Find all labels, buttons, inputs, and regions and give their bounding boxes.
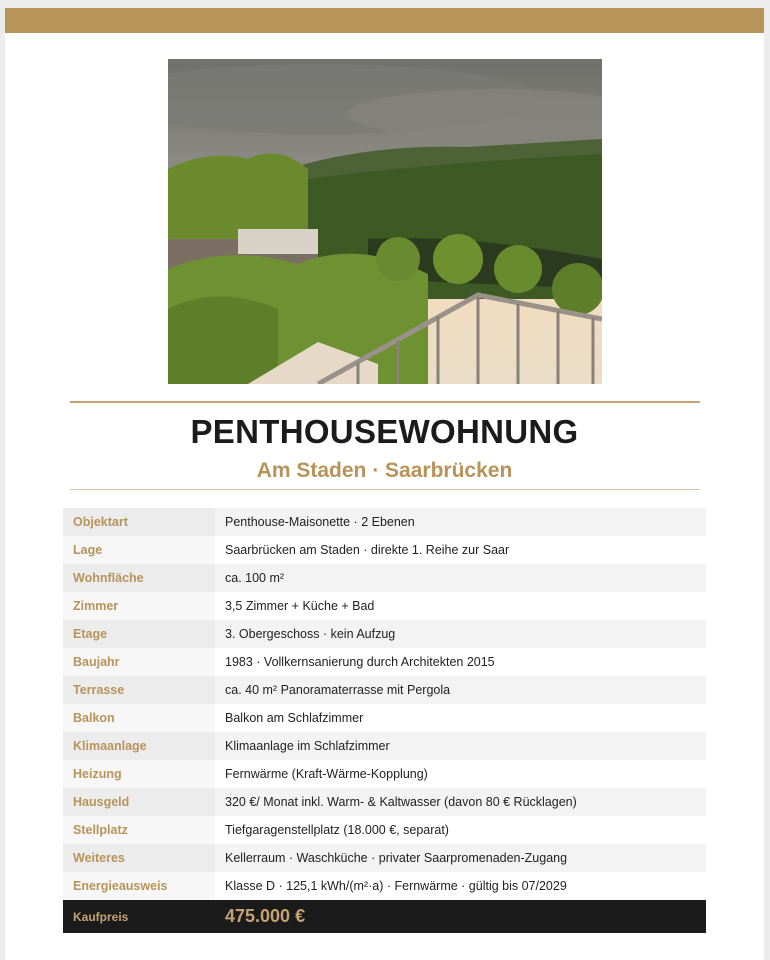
price-row	[63, 900, 706, 933]
detail-label: Stellplatz	[63, 816, 215, 844]
detail-row-lage	[63, 536, 706, 564]
detail-row-terrasse	[63, 676, 706, 704]
detail-value: 1983 · Vollkernsanierung durch Architekten 2015	[215, 648, 706, 676]
expose-page	[5, 8, 764, 960]
detail-row-objektart	[63, 508, 706, 536]
property-photo	[168, 59, 602, 384]
divider-bottom	[70, 489, 700, 490]
page-title: PENTHOUSEWOHNUNG	[190, 413, 579, 450]
detail-label: Hausgeld	[63, 788, 215, 816]
details-table	[63, 508, 706, 933]
detail-value: 320 €/ Monat inkl. Warm- & Kaltwasser (davon 80 € Rücklagen)	[215, 788, 706, 816]
location-subtitle: Am Staden · Saarbrücken	[256, 459, 513, 482]
detail-label: Energieausweis	[63, 872, 215, 900]
detail-row-klimaanlage	[63, 732, 706, 760]
price-label: Kaufpreis	[73, 909, 129, 924]
detail-row-etage	[63, 620, 706, 648]
header-bar	[5, 8, 764, 33]
detail-row-energieausweis	[63, 872, 706, 900]
detail-row-stellplatz	[63, 816, 706, 844]
detail-label: Balkon	[63, 704, 215, 732]
photo-illustration	[168, 59, 602, 384]
detail-value: Penthouse-Maisonette · 2 Ebenen	[215, 508, 706, 536]
detail-row-weiteres	[63, 844, 706, 872]
detail-label: Heizung	[63, 760, 215, 788]
detail-label: Zimmer	[63, 592, 215, 620]
detail-row-baujahr	[63, 648, 706, 676]
detail-label: Etage	[63, 620, 215, 648]
detail-value: Klasse D · 125,1 kWh/(m²·a) · Fernwärme · gültig bis 07/2029	[215, 872, 706, 900]
detail-label: Klimaanlage	[63, 732, 215, 760]
detail-value: Fernwärme (Kraft-Wärme-Kopplung)	[215, 760, 706, 788]
detail-row-zimmer	[63, 592, 706, 620]
detail-value: ca. 100 m²	[215, 564, 706, 592]
detail-value: Tiefgaragenstellplatz (18.000 €, separat)	[215, 816, 706, 844]
detail-label: Lage	[63, 536, 215, 564]
detail-value: Kellerraum · Waschküche · privater Saarpromenaden-Zugang	[215, 844, 706, 872]
detail-value: 3,5 Zimmer + Küche + Bad	[215, 592, 706, 620]
detail-label: Objektart	[63, 508, 215, 536]
detail-value: Klimaanlage im Schlafzimmer	[215, 732, 706, 760]
detail-value: Saarbrücken am Staden · direkte 1. Reihe zur Saar	[215, 536, 706, 564]
detail-row-hausgeld	[63, 788, 706, 816]
detail-row-heizung	[63, 760, 706, 788]
detail-label: Baujahr	[63, 648, 215, 676]
detail-row-balkon	[63, 704, 706, 732]
detail-value: Balkon am Schlafzimmer	[215, 704, 706, 732]
price-value: 475.000 €	[225, 906, 306, 926]
detail-label: Wohnfläche	[63, 564, 215, 592]
detail-label: Weiteres	[63, 844, 215, 872]
detail-value: 3. Obergeschoss · kein Aufzug	[215, 620, 706, 648]
detail-value: ca. 40 m² Panoramaterrasse mit Pergola	[215, 676, 706, 704]
detail-row-wohnflaeche	[63, 564, 706, 592]
divider-top	[70, 401, 700, 403]
detail-label: Terrasse	[63, 676, 215, 704]
